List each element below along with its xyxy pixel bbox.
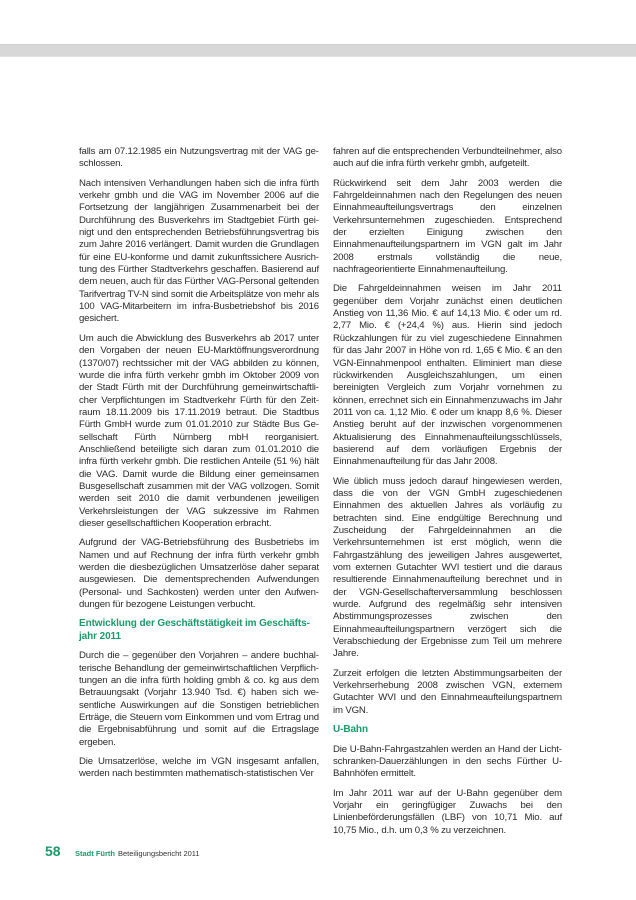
paragraph: fahren auf die entsprechenden Verbundteilnehmer, also auch auf die infra fürth verkehr gmbh, aufgeteilt. [333,146,562,170]
paragraph: Um auch die Abwicklung des Busverkehrs ab 2017 unter den Vorgaben der neuen EU-Marktöffnungsverordnung (1370/07) rechtssicher mit der VAG abbilden zu können, wurde die infra fürth verkehr gmbh im Oktober 2009 von der Stadt Fürth mit der Durchführung gemeinwirtschaftlicher Verpflichtungen im Stadtverkehr Fürth für den Zeitraum 18.11.2009 bis 17.11.2019 betraut. Die Stadtbus Fürth GmbH wurde zum 01.01.2010 zur Städte Bus Gesellschaft Fürth Nürnberg mbH reorganisiert. Anschließend beteiligte sich daran zum 01.01.2010 die infra fürth verkehr gmbh. Die restlichen Anteile (51 %) hält die VAG. Damit wurde die Bildung einer gemeinsamen Busgesellschaft zusammen mit der VAG vollzogen. Somit werden seit 2010 die damit verbundenen jeweiligen Verkehrsleistungen der VAG sukzessive im Rahmen dieser gesellschaftlichen Kooperation erbracht. [79,332,319,529]
paragraph: Wie üblich muss jedoch darauf hingewiesen werden, dass die von der VGN GmbH zugeschiedenen Einnahmen des aktuellen Jahres als vorläufig zu betrachten sind. Eine endgültige Berechnung und Zuscheidung der Fahrgeldeinnahmen an die Verkehrsunternehmen ist erst möglich, wenn die Fahrgastzählung des jeweiligen Jahres ausgewertet, vom externen Gutachter WVI testiert und die daraus resultierende Einnahmenaufteilung berechnet und in der VGN-Gesellschafterversammlung beschlossen wurde. Aufgrund des regelmäßig sehr intensiven Abstimmungsprozesses zwischen den Einnahmeaufteilungspartnern verzögert sich die Verabschiedung der Ergebnisse zum Teil um mehrere Jahre. [333,475,562,660]
left-column [79,146,319,788]
footer-brand: Stadt Fürth [75,849,115,858]
page-number: 58 [45,843,61,859]
paragraph: Im Jahr 2011 war auf der U-Bahn gegenüber dem Vorjahr ein geringfügiger Zuwachs bei den Linienbeförderungsfällen (LBF) von 10,71 Mio. auf 10,75 Mio., d.h. um 0,3 % zu verzeichnen. [333,787,562,836]
section-heading-geschaeftstaetigkeit: Entwicklung der Geschäftstätigkeit im Geschäftsjahr 2011 [79,618,310,642]
footer-title: Beteiligungsbericht 2011 [118,849,200,858]
paragraph: Rückwirkend seit dem Jahr 2003 werden die Fahrgeldeinnahmen nach den Regelungen des neuen Einnahmeaufteilungsvertrags den einzelnen Verkehrsunternehmen zugeschieden. Entsprechend der erzielten Einigung zwischen den Einnahmenaufteilungspartnern im VGN galt im Jahr 2008 erstmals vollständig die neue, nachfrageorientierte Einnahmenaufteilung. [333,177,562,276]
paragraph: Die Fahrgeldeinnahmen weisen im Jahr 2011 gegenüber dem Vorjahr zunächst einen deutlichen Anstieg von 11,36 Mio. € auf 14,13 Mio. € oder um rd. 2,77 Mio. € (+24,4 %) aus. Hierin sind jedoch Rückzahlungen für zu viel zugeschiedene Einnahmen für das Jahr 2007 in Höhe von rd. 1,65 € Mio. € an den VGN-Einnahmenpool enthalten. Eliminiert man diese rückwirkenden Ausgleichszahlungen, um einen bereinigten Vergleich zum Vorjahr vornehmen zu können, errechnet sich ein Einnahmenzuwachs im Jahr 2011 von ca. 1,12 Mio. € oder um knapp 8,6 %. Dieser Anstieg beruht auf der inzwischen vorgenommenen Aktualisierung des Einnahmenaufteilungsschlüssels, basierend auf dem vorläufigen Ergebnis der Einnahmenaufteilung für das Jahr 2008. [333,283,562,468]
right-column [333,146,562,844]
page-footer [45,843,200,859]
paragraph: Aufgrund der VAG-Betriebsführung des Busbetriebs im Namen und auf Rechnung der infra fürth verkehr gmbh werden die diesbezüglichen Umsatzerlöse daher separat ausgewiesen. Die dementsprechenden Aufwendungen (Personal- und Sachkosten) werden unter den Aufwendungen für bezogene Leistungen verbucht. [79,537,319,611]
paragraph: Die U-Bahn-Fahrgastzahlen werden an Hand der Lichtschranken-Dauerzählungen in den sechs Fürther U-Bahnhöfen ermittelt. [333,743,562,780]
paragraph: Nach intensiven Verhandlungen haben sich die infra fürth verkehr gmbh und die VAG im November 2006 auf die Fortsetzung der langjährigen Zusammenarbeit bei der Durchführung des Busverkehrs im Stadtgebiet Fürth geinigt und den entsprechenden Betriebsführungsvertrag bis zum Jahre 2016 verlängert. Damit wurden die Grundlagen für eine EU-konforme und damit zukunftssichere Ausrichtung des Fürther Stadtverkehrs geschaffen. Basierend auf dem neuen, auch für das Fürther VAG-Personal geltenden Tarifvertrag TV-N sind somit die Arbeitsplätze von mehr als 100 VAG-Mitarbeitern im infra-Busbetriebshof bis 2016 gesichert. [79,177,319,325]
paragraph: Die Umsatzerlöse, welche im VGN insgesamt anfallen, werden nach bestimmten mathematisch-statistischen Ver [79,755,319,780]
paragraph: falls am 07.12.1985 ein Nutzungsvertrag mit der VAG geschlossen. [79,146,319,170]
paragraph: Zurzeit erfolgen die letzten Abstimmungsarbeiten der Verkehrserhebung 2008 zwischen VGN, externem Gutachter WVI und den Einnahmeaufteilungspartnern im VGN. [333,667,562,716]
section-heading-u-bahn: U-Bahn [333,724,368,736]
page-top-bar [0,44,636,57]
paragraph: Durch die – gegenüber den Vorjahren – andere buchhalterische Behandlung der gemeinwirtschaftlichen Verpflichtungen an die infra fürth holding gmbh & co. kg aus dem Betrauungsakt (Vorjahr 13.940 Tsd. €) haben sich wesentliche Auswirkungen auf die Sonstigen betrieblichen Erträge, die Steuern vom Einkommen und vom Ertrag und die Ergebnisabführung und somit auf die Ertragslage ergeben. [79,650,319,748]
